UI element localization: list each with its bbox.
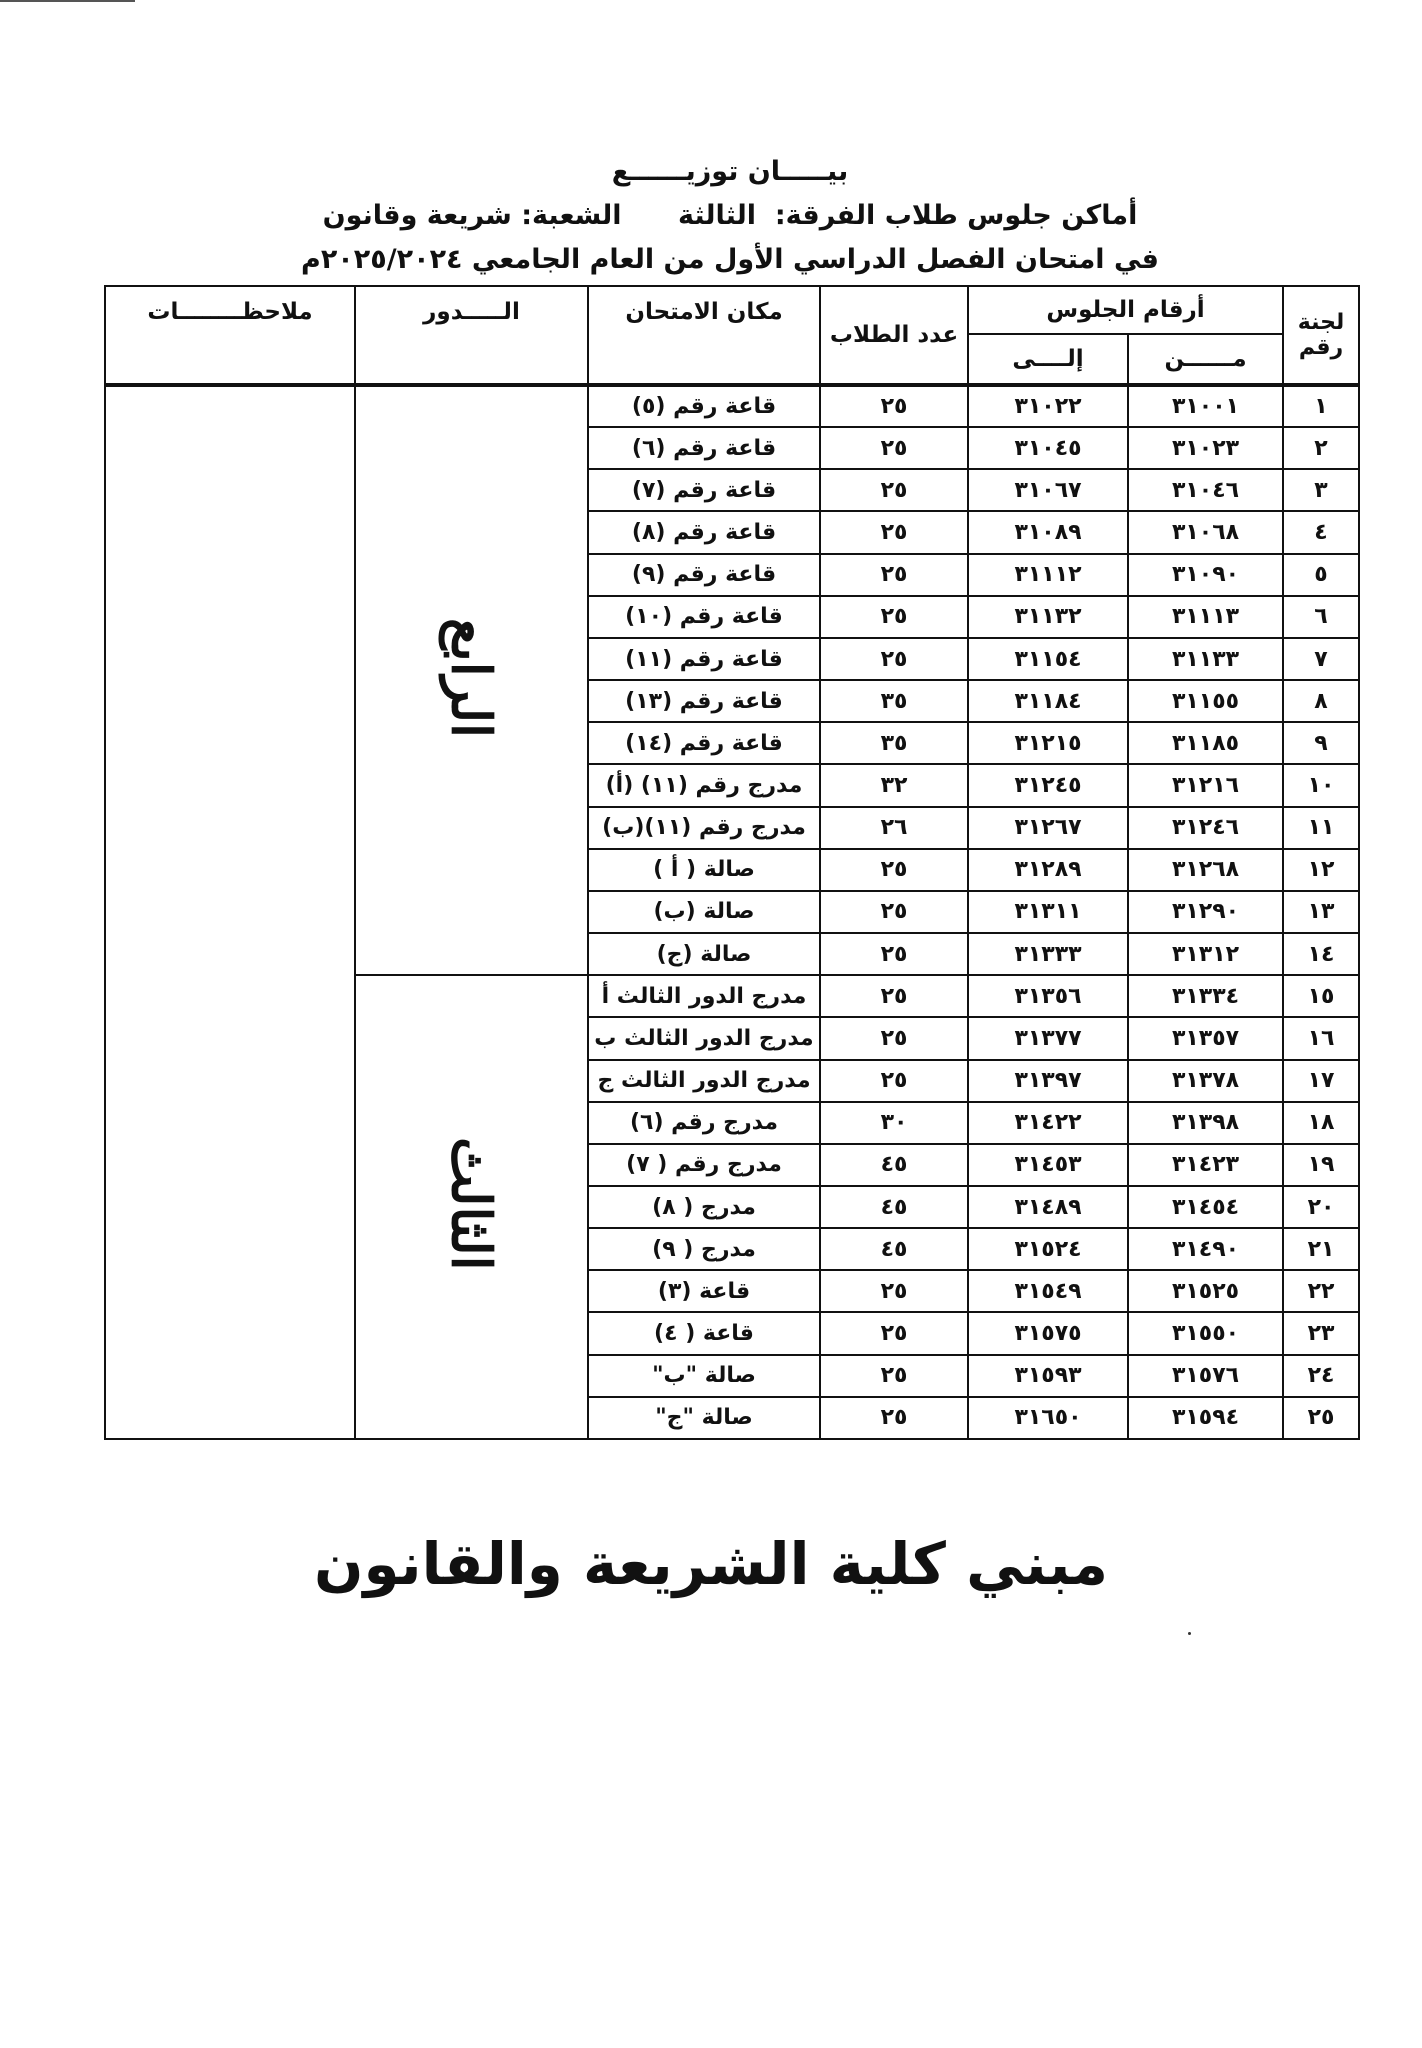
seat-to: ٣١١٨٤ bbox=[968, 680, 1128, 722]
committee-number: ٢١ bbox=[1283, 1228, 1359, 1270]
document-header bbox=[100, 150, 1360, 282]
student-count: ٤٥ bbox=[820, 1186, 968, 1228]
exam-place: مدرج رقم (٦) bbox=[588, 1102, 820, 1144]
header-committee: لجنة رقم bbox=[1283, 286, 1359, 385]
exam-place: مدرج رقم (١١) (أ) bbox=[588, 764, 820, 806]
seating-table bbox=[104, 285, 1360, 1440]
committee-number: ١٦ bbox=[1283, 1017, 1359, 1059]
exam-place: مدرج رقم ( ٧) bbox=[588, 1144, 820, 1186]
student-count: ٢٥ bbox=[820, 849, 968, 891]
seat-to: ٣١١٥٤ bbox=[968, 638, 1128, 680]
student-count: ٤٥ bbox=[820, 1228, 968, 1270]
exam-place: قاعة رقم (١٣) bbox=[588, 680, 820, 722]
student-count: ٢٥ bbox=[820, 1060, 968, 1102]
seat-to: ٣١٢٦٧ bbox=[968, 807, 1128, 849]
floor-label: الرابع bbox=[439, 617, 504, 738]
header-seat-numbers: أرقام الجلوس bbox=[968, 286, 1283, 334]
seat-to: ٣١٣٣٣ bbox=[968, 933, 1128, 975]
student-count: ٢٥ bbox=[820, 1017, 968, 1059]
seat-to: ٣١٠٢٢ bbox=[968, 385, 1128, 427]
committee-number: ١٨ bbox=[1283, 1102, 1359, 1144]
committee-number: ٥ bbox=[1283, 554, 1359, 596]
seat-to: ٣١٠٨٩ bbox=[968, 511, 1128, 553]
floor-cell bbox=[355, 385, 588, 975]
student-count: ٢٥ bbox=[820, 385, 968, 427]
seat-from: ٣١٢٩٠ bbox=[1128, 891, 1283, 933]
notes-cell bbox=[105, 385, 355, 1439]
seat-to: ٣١٤٢٢ bbox=[968, 1102, 1128, 1144]
exam-place: مدرج ( ٨) bbox=[588, 1186, 820, 1228]
exam-place: صالة (ب) bbox=[588, 891, 820, 933]
seat-from: ٣١٢٤٦ bbox=[1128, 807, 1283, 849]
student-count: ٣٠ bbox=[820, 1102, 968, 1144]
exam-place: قاعة رقم (٦) bbox=[588, 427, 820, 469]
seat-from: ٣١٠٦٨ bbox=[1128, 511, 1283, 553]
student-count: ٢٥ bbox=[820, 554, 968, 596]
seat-from: ٣١٣٣٤ bbox=[1128, 975, 1283, 1017]
seat-to: ٣١٤٨٩ bbox=[968, 1186, 1128, 1228]
committee-number: ٢٠ bbox=[1283, 1186, 1359, 1228]
committee-number: ٢٤ bbox=[1283, 1355, 1359, 1397]
committee-number: ١٠ bbox=[1283, 764, 1359, 806]
header-exam-line: في امتحان الفصل الدراسي الأول من العام الجامعي ٢٠٢٥/٢٠٢٤م bbox=[301, 244, 1159, 275]
seat-from: ٣١٣١٢ bbox=[1128, 933, 1283, 975]
committee-number: ١ bbox=[1283, 385, 1359, 427]
scan-speck bbox=[1188, 1632, 1191, 1635]
seat-from: ٣١٥٩٤ bbox=[1128, 1397, 1283, 1439]
header-student-count: عدد الطلاب bbox=[820, 286, 968, 385]
seat-from: ٣١٠٤٦ bbox=[1128, 469, 1283, 511]
student-count: ٢٥ bbox=[820, 638, 968, 680]
seat-from: ٣١٥٧٦ bbox=[1128, 1355, 1283, 1397]
student-count: ٢٥ bbox=[820, 427, 968, 469]
seat-to: ٣١٠٤٥ bbox=[968, 427, 1128, 469]
seat-to: ٣١١١٢ bbox=[968, 554, 1128, 596]
committee-number: ١٢ bbox=[1283, 849, 1359, 891]
floor-cell bbox=[355, 975, 588, 1439]
seat-to: ٣١٢٨٩ bbox=[968, 849, 1128, 891]
exam-place: قاعة رقم (١٤) bbox=[588, 722, 820, 764]
seat-to: ٣١٢٤٥ bbox=[968, 764, 1128, 806]
student-count: ٢٥ bbox=[820, 596, 968, 638]
exam-place: صالة "ج" bbox=[588, 1397, 820, 1439]
exam-place: قاعة رقم (٩) bbox=[588, 554, 820, 596]
committee-number: ١٥ bbox=[1283, 975, 1359, 1017]
exam-place: قاعة رقم (١٠) bbox=[588, 596, 820, 638]
student-count: ٢٥ bbox=[820, 1270, 968, 1312]
seat-to: ٣١٣١١ bbox=[968, 891, 1128, 933]
seat-to: ٣١٣٥٦ bbox=[968, 975, 1128, 1017]
seat-to: ٣١١٣٢ bbox=[968, 596, 1128, 638]
committee-number: ٣ bbox=[1283, 469, 1359, 511]
committee-number: ١٤ bbox=[1283, 933, 1359, 975]
header-title: بيـــــان توزيــــــع bbox=[611, 156, 849, 187]
student-count: ٢٥ bbox=[820, 511, 968, 553]
exam-place: مدرج رقم (١١)(ب) bbox=[588, 807, 820, 849]
seat-to: ٣١٤٥٣ bbox=[968, 1144, 1128, 1186]
student-count: ٢٥ bbox=[820, 975, 968, 1017]
table-body bbox=[105, 385, 1359, 1439]
seat-to: ٣١٥٤٩ bbox=[968, 1270, 1128, 1312]
student-count: ٢٦ bbox=[820, 807, 968, 849]
seat-to: ٣١٣٧٧ bbox=[968, 1017, 1128, 1059]
exam-place: صالة (ج) bbox=[588, 933, 820, 975]
seat-from: ٣١٤٥٤ bbox=[1128, 1186, 1283, 1228]
seat-from: ٣١١٣٣ bbox=[1128, 638, 1283, 680]
exam-place: مدرج ( ٩) bbox=[588, 1228, 820, 1270]
committee-number: ٤ bbox=[1283, 511, 1359, 553]
committee-number: ٩ bbox=[1283, 722, 1359, 764]
committee-number: ٢٣ bbox=[1283, 1312, 1359, 1354]
seat-from: ٣١١١٣ bbox=[1128, 596, 1283, 638]
committee-number: ٢ bbox=[1283, 427, 1359, 469]
floor-label: الثالث bbox=[439, 1137, 504, 1271]
seat-to: ٣١٠٦٧ bbox=[968, 469, 1128, 511]
student-count: ٢٥ bbox=[820, 1312, 968, 1354]
scan-edge-mark bbox=[0, 0, 135, 2]
student-count: ٣٥ bbox=[820, 722, 968, 764]
committee-number: ٢٢ bbox=[1283, 1270, 1359, 1312]
header-seat-from: مــــــن bbox=[1128, 334, 1283, 385]
seat-from: ٣١٠٠١ bbox=[1128, 385, 1283, 427]
committee-number: ١٩ bbox=[1283, 1144, 1359, 1186]
student-count: ٢٥ bbox=[820, 891, 968, 933]
header-floor: الـــــدور bbox=[355, 286, 588, 385]
header-exam-place: مكان الامتحان bbox=[588, 286, 820, 385]
building-name: مبني كلية الشريعة والقانون bbox=[313, 1530, 1109, 1598]
student-count: ٤٥ bbox=[820, 1144, 968, 1186]
header-class-line: أماكن جلوس طلاب الفرقة: الثالثة الشعبة: شريعة وقانون bbox=[322, 200, 1138, 231]
seat-to: ٣١٢١٥ bbox=[968, 722, 1128, 764]
seat-from: ٣١٠٩٠ bbox=[1128, 554, 1283, 596]
committee-number: ١١ bbox=[1283, 807, 1359, 849]
committee-number: ١٣ bbox=[1283, 891, 1359, 933]
committee-number: ١٧ bbox=[1283, 1060, 1359, 1102]
header-seat-to: إلــــى bbox=[968, 334, 1128, 385]
exam-place: مدرج الدور الثالث ج bbox=[588, 1060, 820, 1102]
exam-place: مدرج الدور الثالث أ bbox=[588, 975, 820, 1017]
committee-number: ٨ bbox=[1283, 680, 1359, 722]
seat-from: ٣١٤٩٠ bbox=[1128, 1228, 1283, 1270]
student-count: ٢٥ bbox=[820, 1397, 968, 1439]
exam-place: صالة "ب" bbox=[588, 1355, 820, 1397]
seat-from: ٣١٤٢٣ bbox=[1128, 1144, 1283, 1186]
exam-place: مدرج الدور الثالث ب bbox=[588, 1017, 820, 1059]
seat-to: ٣١٦٥٠ bbox=[968, 1397, 1128, 1439]
committee-number: ٦ bbox=[1283, 596, 1359, 638]
student-count: ٣٥ bbox=[820, 680, 968, 722]
committee-number: ٧ bbox=[1283, 638, 1359, 680]
seat-from: ٣١٣٩٨ bbox=[1128, 1102, 1283, 1144]
exam-place: قاعة رقم (٨) bbox=[588, 511, 820, 553]
seat-from: ٣١٣٥٧ bbox=[1128, 1017, 1283, 1059]
seat-from: ٣١١٨٥ bbox=[1128, 722, 1283, 764]
exam-place: صالة ( أ ) bbox=[588, 849, 820, 891]
exam-place: قاعة (٣) bbox=[588, 1270, 820, 1312]
seat-from: ٣١٣٧٨ bbox=[1128, 1060, 1283, 1102]
exam-place: قاعة ( ٤) bbox=[588, 1312, 820, 1354]
exam-place: قاعة رقم (٥) bbox=[588, 385, 820, 427]
student-count: ٣٢ bbox=[820, 764, 968, 806]
committee-number: ٢٥ bbox=[1283, 1397, 1359, 1439]
seat-from: ٣١٥٢٥ bbox=[1128, 1270, 1283, 1312]
student-count: ٢٥ bbox=[820, 469, 968, 511]
exam-place: قاعة رقم (٧) bbox=[588, 469, 820, 511]
seat-to: ٣١٥٩٣ bbox=[968, 1355, 1128, 1397]
table-row bbox=[105, 385, 1359, 427]
seat-to: ٣١٥٧٥ bbox=[968, 1312, 1128, 1354]
header-notes: ملاحظــــــــات bbox=[105, 286, 355, 385]
seat-to: ٣١٥٢٤ bbox=[968, 1228, 1128, 1270]
seat-to: ٣١٣٩٧ bbox=[968, 1060, 1128, 1102]
student-count: ٢٥ bbox=[820, 933, 968, 975]
seat-from: ٣١٥٥٠ bbox=[1128, 1312, 1283, 1354]
seat-from: ٣١٠٢٣ bbox=[1128, 427, 1283, 469]
exam-place: قاعة رقم (١١) bbox=[588, 638, 820, 680]
seat-from: ٣١٢١٦ bbox=[1128, 764, 1283, 806]
student-count: ٢٥ bbox=[820, 1355, 968, 1397]
seat-from: ٣١٢٦٨ bbox=[1128, 849, 1283, 891]
seat-from: ٣١١٥٥ bbox=[1128, 680, 1283, 722]
